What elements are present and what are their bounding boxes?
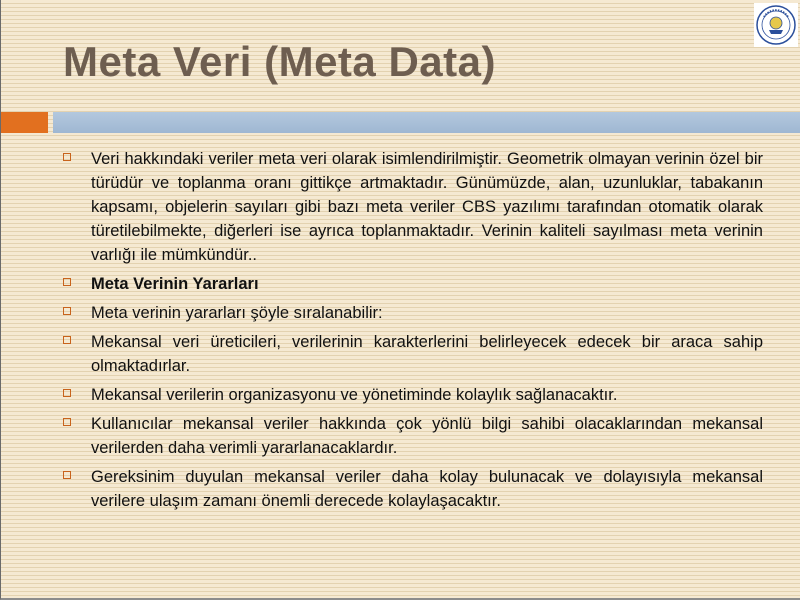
square-bullet-icon: [63, 278, 71, 286]
list-item: [63, 147, 763, 267]
list-item-text: Mekansal verilerin organizasyonu ve yönetiminde kolaylık sağlanacaktır.: [91, 386, 618, 404]
square-bullet-icon: [63, 471, 71, 479]
square-bullet-icon: [63, 336, 71, 344]
slide-title: Meta Veri (Meta Data): [63, 38, 496, 85]
list-item: [63, 330, 763, 378]
accent-bar-orange: [1, 112, 48, 133]
square-bullet-icon: [63, 307, 71, 315]
accent-bar-blue: [53, 112, 800, 133]
list-item-text: Mekansal veri üreticileri, verilerinin karakterlerini belirleyecek edecek bir araca sahip olmaktadırlar.: [91, 333, 763, 375]
square-bullet-icon: [63, 389, 71, 397]
list-item-text: Meta Verinin Yararları: [91, 275, 259, 293]
list-item: [63, 383, 763, 407]
list-item: [63, 301, 763, 325]
university-seal-icon: [754, 3, 798, 47]
list-item-text: Veri hakkındaki veriler meta veri olarak isimlendirilmiştir. Geometrik olmayan verinin özel bir türüdür ve toplanma oranı gittikçe artmaktadır. Günümüzde, alan, uzunluklar, tabakanın kapsamı, objelerin sayıları gibi bazı meta veriler CBS yazılımı tarafından otomatik olarak türetilebilmekte, diğerleri ise ayrıca toplanmaktadır. Verinin kaliteli sayılması meta verinin varlığı ile mümkündür..: [91, 150, 763, 264]
list-item-heading: [63, 272, 763, 296]
list-item-text: Meta verinin yararları şöyle sıralanabilir:: [91, 304, 383, 322]
bullet-list: [63, 147, 763, 518]
square-bullet-icon: [63, 153, 71, 161]
list-item-text: Gereksinim duyulan mekansal veriler daha kolay bulunacak ve dolayısıyla mekansal verilere ulaşım zamanı önemli derecede kolaylaşacaktır.: [91, 468, 763, 510]
list-item: [63, 412, 763, 460]
list-item: [63, 465, 763, 513]
list-item-text: Kullanıcılar mekansal veriler hakkında çok yönlü bilgi sahibi olacaklarından mekansal verilerden daha verimli yararlanacaklardır.: [91, 415, 763, 457]
square-bullet-icon: [63, 418, 71, 426]
